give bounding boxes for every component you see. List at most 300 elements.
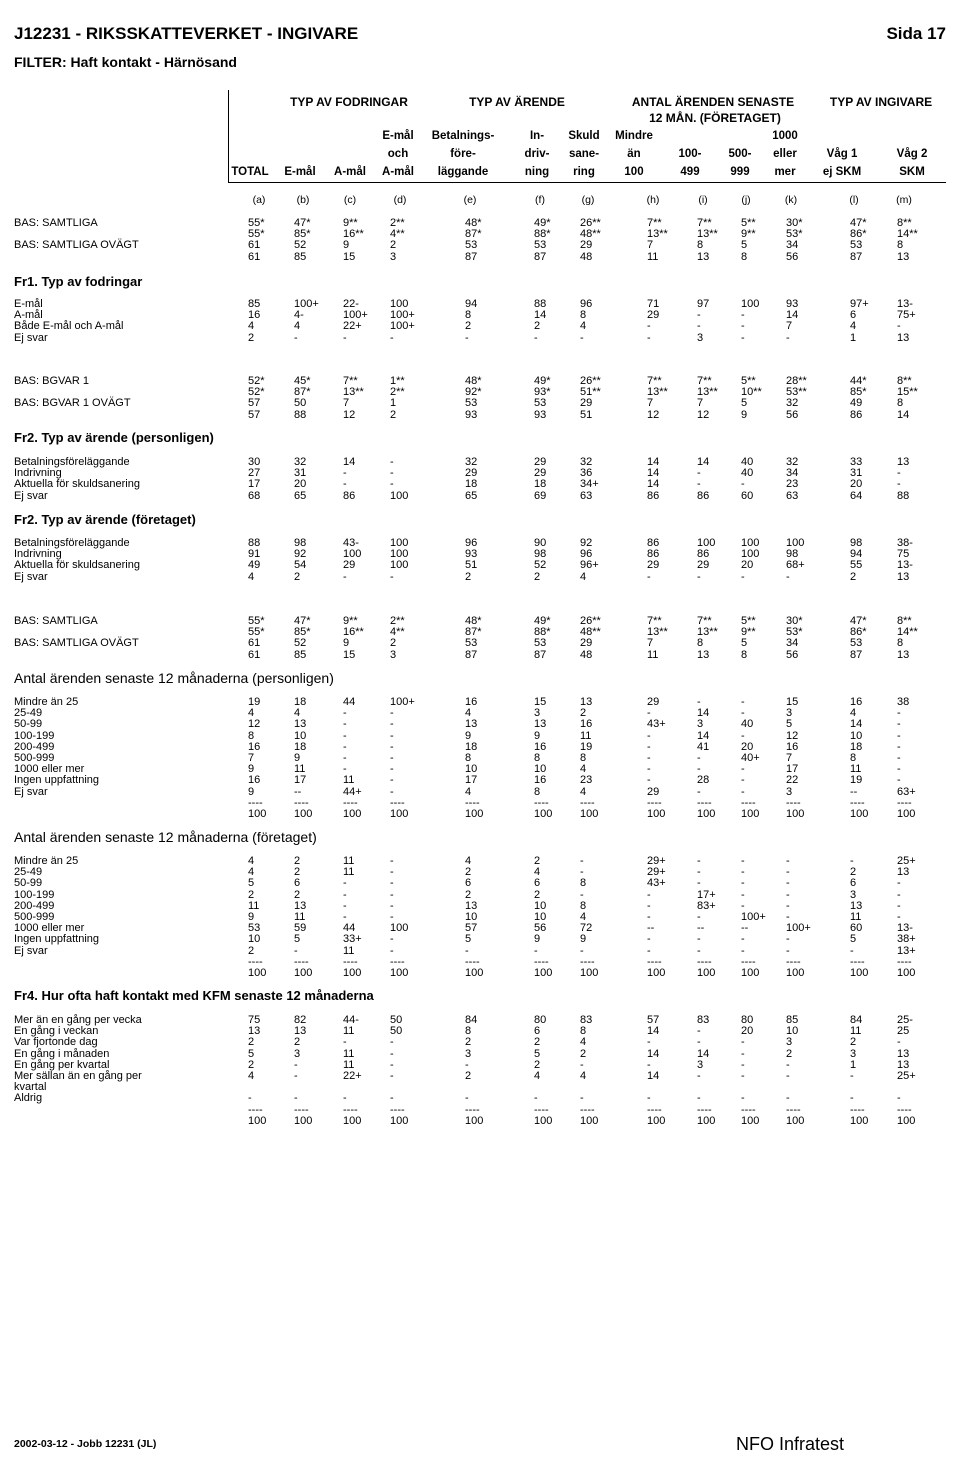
table-cell: -	[390, 866, 394, 879]
table-cell: -	[343, 888, 347, 901]
column-letter: (m)	[896, 194, 912, 206]
table-cell: 28**	[786, 375, 807, 387]
table-cell: -	[741, 763, 745, 776]
table-cell: 34+	[580, 478, 599, 491]
table-cell: 44-	[343, 1014, 359, 1026]
table-cell: 1	[850, 331, 857, 344]
table-cell: 16	[248, 309, 261, 322]
table-cell: -	[741, 478, 745, 491]
table-cell: 100	[390, 537, 409, 549]
table-cell: -	[697, 855, 701, 867]
column-heading: mer	[774, 166, 796, 178]
table-cell: ----	[897, 955, 912, 968]
row-label: BAS: SAMTLIGA OVÄGT	[14, 637, 139, 650]
table-cell: 94	[850, 548, 863, 561]
table-cell: -	[647, 911, 651, 923]
table-cell: -	[343, 763, 347, 776]
table-cell: -	[741, 944, 745, 957]
table-cell: 87	[850, 250, 863, 263]
table-cell: 100	[390, 1114, 409, 1127]
table-cell: 8	[580, 899, 587, 912]
row-label: Betalningsföreläggande	[14, 537, 130, 549]
table-cell: 3	[697, 718, 704, 731]
table-cell: 13	[897, 331, 910, 344]
table-cell: 2	[390, 408, 397, 421]
table-cell: 55*	[248, 615, 265, 627]
table-cell: 7**	[697, 375, 712, 387]
table-cell: 64	[850, 489, 863, 502]
table-cell: 87	[465, 648, 478, 661]
column-group-header: TYP AV INGIVARE	[829, 95, 933, 109]
table-cell: -	[897, 877, 901, 890]
table-cell: 4	[534, 1070, 541, 1082]
table-cell: 7	[786, 752, 793, 764]
column-heading: Mindre	[615, 130, 653, 142]
table-cell: 100	[897, 808, 916, 820]
table-cell: 20	[294, 478, 307, 491]
row-label: Ej svar	[14, 489, 48, 502]
table-cell: 5	[786, 718, 793, 731]
table-cell: 4	[850, 320, 857, 333]
table-cell: 18	[294, 696, 307, 708]
table-cell: 7**	[647, 375, 662, 387]
table-cell: 7**	[697, 615, 712, 627]
table-cell: ----	[741, 1103, 756, 1116]
table-cell: 14	[786, 309, 799, 322]
column-heading: Våg 1	[826, 148, 858, 160]
table-cell: -	[390, 467, 394, 480]
table-cell: 50	[390, 1025, 403, 1038]
table-cell: 2	[534, 1036, 541, 1049]
table-cell: 75+	[897, 309, 916, 322]
table-cell: 22-	[343, 298, 359, 310]
table-cell: 2**	[390, 217, 405, 229]
table-cell: 100	[390, 489, 409, 502]
table-cell: -	[390, 774, 394, 787]
row-label: 1000 eller mer	[14, 763, 85, 776]
table-cell: 2	[465, 1036, 472, 1049]
table-cell: 14	[647, 467, 660, 480]
row-label: En gång i månaden	[14, 1047, 110, 1060]
table-cell: 12	[343, 408, 356, 421]
table-cell: ----	[390, 1103, 405, 1116]
table-cell: 20	[741, 740, 754, 753]
table-cell: -	[294, 1092, 298, 1105]
table-cell: 100	[465, 808, 484, 820]
table-cell: -	[390, 1036, 394, 1049]
column-letter: (a)	[252, 194, 266, 206]
table-cell: -	[697, 478, 701, 491]
row-label: BAS: SAMTLIGA OVÄGT	[14, 239, 139, 252]
table-cell: 100	[294, 967, 313, 979]
table-cell: 8	[580, 309, 587, 322]
table-cell: 92	[580, 537, 593, 549]
table-cell: 34	[786, 239, 799, 252]
table-cell: 25	[897, 1025, 910, 1038]
table-cell: 30	[248, 456, 261, 468]
table-cell: 15	[786, 696, 799, 708]
table-cell: 8	[248, 729, 255, 742]
table-cell: ----	[697, 1103, 712, 1116]
table-cell: 85	[294, 250, 307, 263]
table-cell: 100	[534, 967, 553, 979]
table-cell: 20	[741, 1025, 754, 1038]
table-cell: 53**	[786, 386, 807, 399]
table-cell: 100	[786, 808, 805, 820]
table-cell: ----	[390, 955, 405, 968]
table-cell: 11	[294, 763, 306, 776]
table-cell: 100	[390, 922, 409, 935]
table-cell: 52	[294, 637, 307, 650]
table-cell: ----	[647, 955, 662, 968]
table-cell: 100	[850, 1114, 869, 1127]
table-cell: -	[897, 740, 901, 753]
table-cell: -	[390, 478, 394, 491]
table-cell: -	[741, 707, 745, 720]
table-cell: 8	[741, 648, 748, 661]
table-cell: ----	[343, 1103, 358, 1116]
column-heading: 1000	[772, 130, 798, 142]
table-cell: 72	[580, 922, 593, 935]
column-group-header: 12 MÅN. (FÖRETAGET)	[649, 111, 781, 125]
table-cell: -	[697, 320, 701, 333]
table-cell: ----	[534, 1103, 549, 1116]
table-cell: 16**	[343, 626, 364, 639]
table-cell: 100	[741, 537, 760, 549]
table-cell: 100	[647, 808, 666, 820]
table-cell: 2	[294, 570, 301, 583]
table-cell: 16	[534, 740, 547, 753]
table-cell: 1**	[390, 375, 405, 387]
table-cell: -	[741, 1058, 745, 1071]
table-cell: 100+	[741, 911, 766, 923]
table-cell: 13**	[647, 228, 668, 241]
column-letter: (d)	[393, 194, 407, 206]
table-cell: 100	[741, 967, 760, 979]
table-cell: 93	[786, 298, 799, 310]
table-cell: 14	[534, 309, 547, 322]
table-cell: ----	[786, 796, 801, 809]
table-cell: 2	[465, 1070, 472, 1082]
table-cell: 13	[897, 456, 910, 468]
table-cell: 5**	[741, 375, 756, 387]
table-cell: 48	[580, 250, 593, 263]
table-cell: 86	[647, 489, 660, 502]
table-cell: 7	[647, 397, 654, 410]
table-cell: 85	[786, 1014, 799, 1026]
column-group-header: TYP AV ÄRENDE	[469, 95, 565, 109]
table-cell: 13	[248, 1025, 261, 1038]
table-cell: 5**	[741, 615, 756, 627]
row-label: 200-499	[14, 740, 55, 753]
filter-label: FILTER: Haft kontakt - Härnösand	[14, 54, 237, 70]
table-cell: 2	[850, 570, 857, 583]
table-cell: ----	[786, 955, 801, 968]
table-cell: 14**	[897, 228, 918, 241]
table-cell: 8	[697, 637, 704, 650]
table-cell: --	[697, 922, 705, 935]
table-cell: 13**	[647, 626, 668, 639]
table-cell: 100	[248, 1114, 267, 1127]
table-cell: -	[343, 570, 347, 583]
row-label: Var fjortonde dag	[14, 1036, 98, 1049]
table-cell: 9	[248, 763, 255, 776]
table-cell: 13	[294, 899, 307, 912]
table-cell: 8	[897, 239, 904, 252]
table-cell: 8	[534, 785, 541, 798]
table-cell: -	[697, 911, 701, 923]
table-cell: -	[697, 752, 701, 764]
table-cell: 60	[850, 922, 863, 935]
table-cell: 20	[741, 559, 754, 572]
table-cell: 14	[647, 1047, 660, 1060]
table-cell: 3	[850, 888, 857, 901]
column-group-header: TYP AV FODRINGAR	[290, 95, 408, 109]
table-cell: 5	[534, 1047, 541, 1060]
table-cell: 100+	[786, 922, 811, 935]
table-cell: 8**	[897, 217, 912, 229]
table-cell: -	[697, 763, 701, 776]
table-cell: 4	[580, 1036, 587, 1049]
table-cell: 7**	[647, 217, 662, 229]
table-cell: 29	[534, 456, 547, 468]
table-cell: -	[390, 855, 394, 867]
column-heading: före-	[450, 148, 476, 160]
table-cell: 2	[850, 1036, 857, 1049]
section-title: Fr4. Hur ofta haft kontakt med KFM senaste 12 månaderna	[14, 988, 374, 1003]
table-cell: -	[580, 888, 584, 901]
column-heading: ring	[573, 166, 595, 178]
table-cell: -	[897, 707, 901, 720]
table-cell: -	[786, 866, 790, 879]
table-cell: 2	[786, 1047, 793, 1060]
row-label: Både E-mål och A-mål	[14, 320, 124, 333]
table-cell: 51	[465, 559, 478, 572]
row-label: 1000 eller mer	[14, 922, 85, 935]
table-cell: 18	[850, 740, 863, 753]
table-cell: 11	[850, 1025, 862, 1038]
table-cell: ----	[697, 955, 712, 968]
table-cell: 16	[786, 740, 799, 753]
table-cell: 5	[741, 397, 748, 410]
table-cell: -	[786, 888, 790, 901]
table-cell: 53	[465, 239, 478, 252]
table-cell: 4	[465, 707, 472, 720]
column-letter: (k)	[784, 194, 798, 206]
table-cell: 86*	[850, 626, 867, 639]
table-cell: -	[697, 1070, 701, 1082]
table-cell: 48*	[465, 615, 482, 627]
table-cell: 13	[897, 1047, 910, 1060]
table-cell: ----	[741, 955, 756, 968]
table-cell: 14	[647, 1025, 660, 1038]
column-heading: A-mål	[334, 166, 366, 178]
table-cell: -	[647, 1092, 651, 1105]
table-cell: 47*	[850, 217, 867, 229]
table-cell: -	[580, 1058, 584, 1071]
table-cell: 86	[647, 537, 660, 549]
table-cell: 3	[534, 707, 541, 720]
table-cell: 49*	[534, 375, 551, 387]
table-cell: -	[580, 1092, 584, 1105]
table-cell: 7	[343, 397, 350, 410]
table-cell: 49*	[534, 615, 551, 627]
table-cell: 5	[741, 637, 748, 650]
table-cell: -	[390, 888, 394, 901]
table-cell: 100	[647, 967, 666, 979]
table-cell: --	[294, 785, 302, 798]
table-cell: 6	[850, 877, 857, 890]
table-cell: -	[343, 1036, 347, 1049]
table-cell: 68	[248, 489, 261, 502]
table-cell: 14	[647, 1070, 660, 1082]
table-cell: -	[741, 855, 745, 867]
table-cell: 23	[786, 478, 799, 491]
table-cell: -	[647, 1036, 651, 1049]
table-cell: -	[741, 774, 745, 787]
table-cell: 100	[343, 967, 362, 979]
table-cell: 9**	[741, 228, 756, 241]
table-cell: 100	[697, 537, 716, 549]
column-heading: eller	[773, 148, 797, 160]
table-cell: 87*	[294, 386, 311, 399]
table-cell: -	[390, 707, 394, 720]
table-cell: -	[741, 877, 745, 890]
table-cell: -	[697, 1025, 701, 1038]
table-cell: 93	[465, 408, 478, 421]
table-cell: 2	[294, 866, 301, 879]
table-cell: 8	[465, 1025, 472, 1038]
table-cell: 100	[343, 808, 362, 820]
table-cell: 16	[850, 696, 863, 708]
table-cell: 100+	[390, 696, 415, 708]
table-cell: -	[786, 944, 790, 957]
table-cell: ----	[580, 796, 595, 809]
table-cell: 13	[697, 648, 710, 661]
table-cell: 2	[534, 570, 541, 583]
table-cell: 13	[850, 899, 863, 912]
table-cell: 8**	[897, 375, 912, 387]
table-cell: 92*	[465, 386, 482, 399]
table-cell: 30*	[786, 217, 803, 229]
table-cell: 53	[465, 397, 478, 410]
table-cell: 9	[248, 785, 255, 798]
table-cell: 15	[343, 648, 356, 661]
table-cell: -	[697, 696, 701, 708]
table-cell: 13-	[897, 922, 913, 935]
row-label: En gång per kvartal	[14, 1058, 110, 1071]
row-label: Indrivning	[14, 548, 62, 561]
table-cell: 98	[294, 537, 307, 549]
column-heading: 100	[624, 166, 644, 178]
column-letter: (c)	[343, 194, 357, 206]
row-label: BAS: BGVAR 1	[14, 375, 89, 387]
row-label: 50-99	[14, 877, 43, 890]
table-cell: 2	[248, 1036, 255, 1049]
table-cell: 16	[534, 774, 547, 787]
table-cell: 53	[850, 637, 863, 650]
table-cell: 86	[697, 489, 710, 502]
table-cell: 40	[741, 456, 754, 468]
table-cell: 9	[343, 239, 350, 252]
table-cell: 100	[580, 967, 599, 979]
table-cell: 8	[580, 752, 587, 764]
table-cell: 29	[647, 785, 660, 798]
table-cell: -	[786, 855, 790, 867]
table-cell: --	[647, 922, 655, 935]
table-cell: 33+	[343, 933, 362, 946]
table-cell: -	[390, 1047, 394, 1060]
table-cell: 57	[647, 1014, 660, 1026]
table-cell: 98	[534, 548, 547, 561]
table-cell: 3	[786, 785, 793, 798]
table-cell: ----	[294, 955, 309, 968]
table-cell: 10	[534, 911, 547, 923]
table-cell: 10	[248, 933, 261, 946]
table-cell: 85	[248, 298, 261, 310]
table-cell: 16	[248, 740, 261, 753]
table-cell: 8	[465, 752, 472, 764]
table-cell: -	[897, 763, 901, 776]
table-cell: -	[850, 855, 854, 867]
table-cell: 7**	[343, 375, 358, 387]
table-cell: 19	[248, 696, 261, 708]
table-cell: -	[741, 866, 745, 879]
table-cell: 100+	[390, 309, 415, 322]
table-cell: 17	[465, 774, 478, 787]
table-cell: -	[390, 1058, 394, 1071]
table-cell: 13	[294, 718, 307, 731]
table-cell: 100	[390, 559, 409, 572]
table-cell: -	[465, 944, 469, 957]
table-cell: -	[897, 1036, 901, 1049]
column-heading: 999	[730, 166, 750, 178]
header-rule	[228, 182, 946, 183]
table-cell: 43+	[647, 718, 666, 731]
table-cell: 5	[465, 933, 472, 946]
table-cell: 10	[534, 899, 547, 912]
table-cell: 92	[294, 548, 307, 561]
table-cell: -	[697, 570, 701, 583]
table-cell: 26**	[580, 217, 601, 229]
table-cell: 3	[850, 1047, 857, 1060]
table-cell: -	[897, 467, 901, 480]
table-cell: 49	[850, 397, 863, 410]
table-cell: 38	[897, 696, 910, 708]
table-cell: ----	[294, 796, 309, 809]
table-cell: -	[343, 877, 347, 890]
table-cell: ----	[897, 796, 912, 809]
table-cell: -	[647, 888, 651, 901]
table-cell: -	[786, 570, 790, 583]
table-cell: 100	[850, 808, 869, 820]
table-cell: 2	[465, 888, 472, 901]
table-cell: 17	[248, 478, 261, 491]
row-label: Ej svar	[14, 944, 48, 957]
table-cell: -	[390, 763, 394, 776]
section-title: Fr1. Typ av fodringar	[14, 274, 143, 289]
table-cell: -	[741, 1092, 745, 1105]
table-cell: 9	[465, 729, 472, 742]
table-cell: 4	[465, 855, 472, 867]
table-cell: 2	[534, 320, 541, 333]
table-cell: 52	[294, 239, 307, 252]
table-cell: 2	[534, 1058, 541, 1071]
table-cell: 7	[647, 239, 654, 252]
table-cell: 9	[534, 933, 541, 946]
table-cell: 55*	[248, 626, 265, 639]
section-title: Fr2. Typ av ärende (personligen)	[14, 430, 214, 445]
